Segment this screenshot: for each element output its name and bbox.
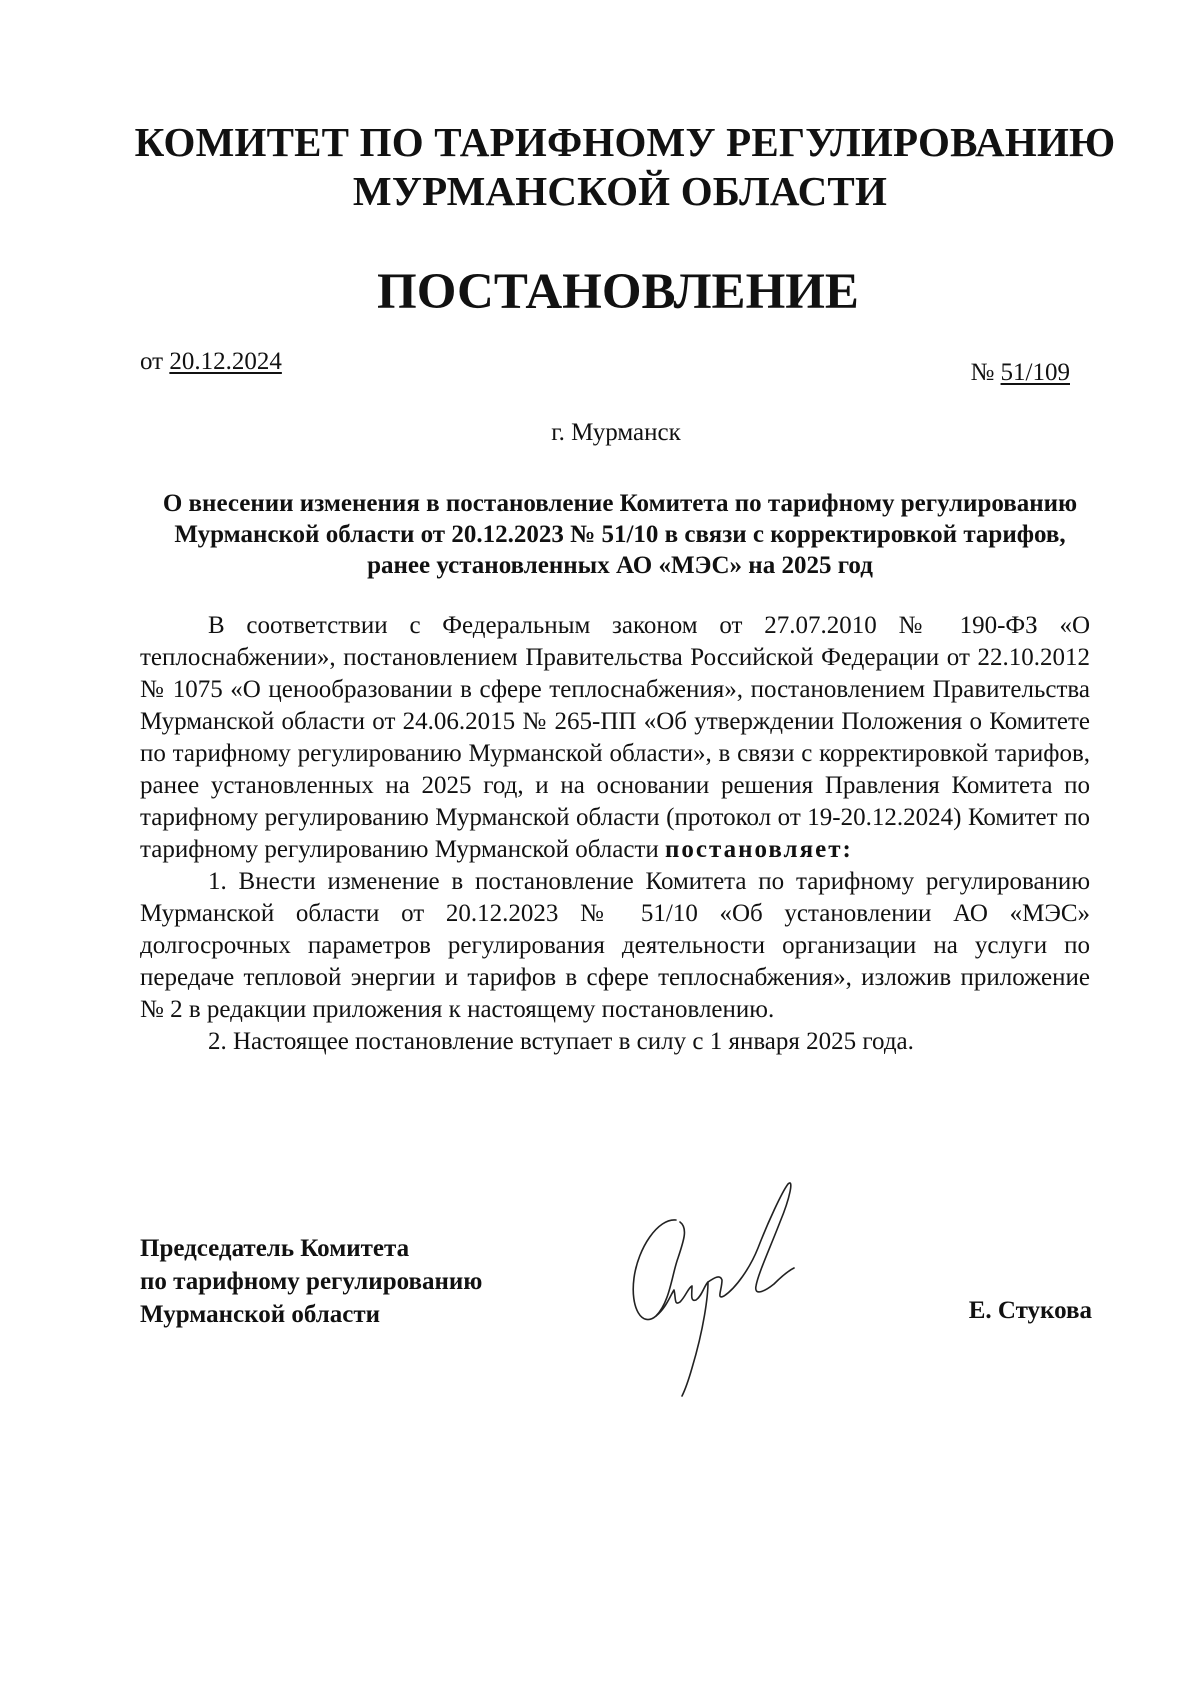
preamble-text: В соответствии с Федеральным законом от 27.07.2010 № 190-ФЗ «О теплоснабжении», постановлением Правительства Российской Федерации от 22.10.2012 № 1075 «О ценообразовании в сфере теплоснабжения», постановлением Правительства Мурманской области от 24.06.2015 № 265-ПП «Об утверждении Положения о Комитете по тарифному регулированию Мурманской области», в связи с корректировкой тарифов, ранее установленных на 2025 год, и на основании решения Правления Комитета по тарифному регулированию Мурманской области (протокол от 19-20.12.2024) Комитет по тарифному регулированию Мурманской области	[140, 612, 1090, 863]
item-2: 2. Настоящее постановление вступает в силу с 1 января 2025 года.	[208, 1028, 914, 1055]
date-prefix: от	[140, 348, 164, 375]
document-title: О внесении изменения в постановление Комитета по тарифному регулированию Мурманской области от 20.12.2023 № 51/10 в связи с корректировкой тарифов, ранее установленных АО «МЭС» на 2025 год	[162, 490, 1078, 579]
document-body	[140, 610, 1090, 1058]
signatory-title-line1: Председатель Комитета	[140, 1235, 410, 1262]
signatory-title	[140, 1232, 482, 1331]
item-1: 1. Внести изменение в постановление Комитета по тарифному регулированию Мурманской области от 20.12.2023 № 51/10 «Об установлении АО «МЭС» долгосрочных параметров регулирования деятельности организации на услуги по передаче тепловой энергии и тарифов в сфере теплоснабжения», изложив приложение № 2 в редакции приложения к настоящему постановлению.	[140, 868, 1090, 1023]
document-date	[140, 347, 282, 377]
document-type: ПОСТАНОВЛЕНИЕ	[377, 264, 859, 320]
organization-name	[0, 118, 1200, 216]
organization-name-line1: КОМИТЕТ ПО ТАРИФНОМУ РЕГУЛИРОВАНИЮ	[134, 119, 1116, 165]
decree-word: постановляет:	[665, 836, 853, 863]
document-number	[970, 358, 1070, 388]
date-value: 20.12.2024	[169, 348, 282, 375]
signatory-title-line3: Мурманской области	[140, 1301, 381, 1328]
organization-name-line2: МУРМАНСКОЙ ОБЛАСТИ	[352, 168, 888, 214]
number-prefix: №	[970, 359, 995, 386]
signatory-title-line2: по тарифному регулированию	[140, 1268, 483, 1295]
number-value: 51/109	[1000, 359, 1070, 386]
handwritten-signature	[618, 1178, 848, 1408]
document-city: г. Мурманск	[551, 419, 681, 446]
signatory-name: Е. Стукова	[968, 1297, 1092, 1324]
preamble-paragraph	[140, 610, 1090, 866]
